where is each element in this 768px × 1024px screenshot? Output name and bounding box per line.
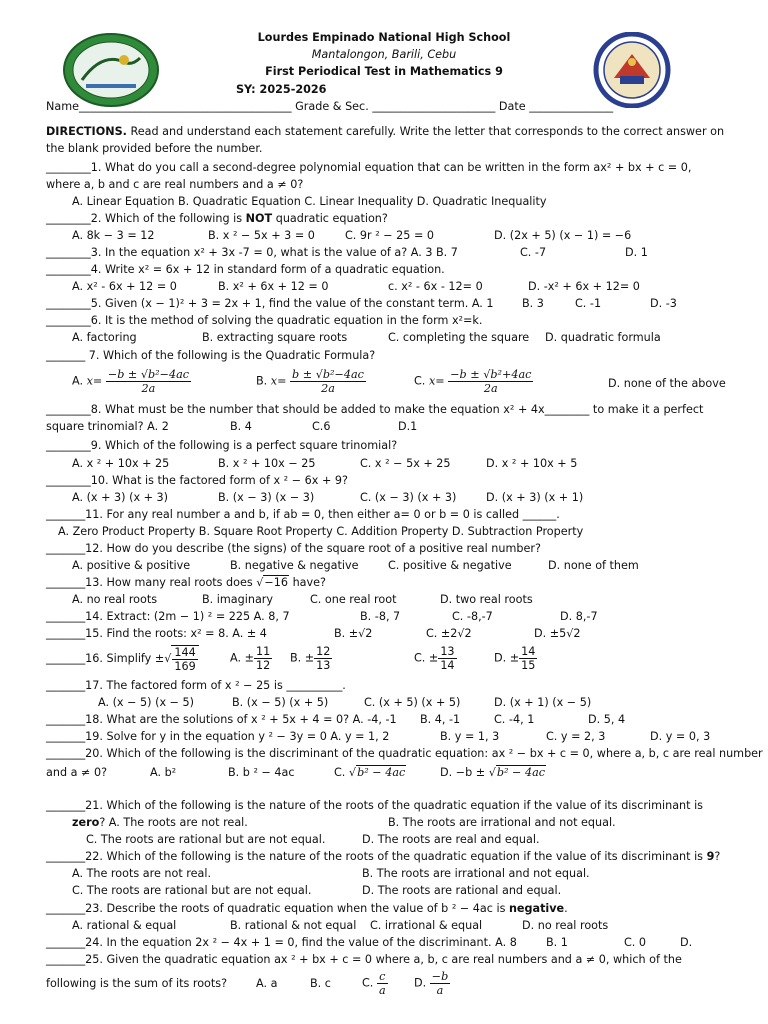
q8-option-d: D.1 (398, 420, 418, 433)
q17-option-b: B. (x − 5) (x + 5) (232, 696, 329, 709)
q20-option-b: B. b ² − 4ac (228, 766, 295, 779)
q22-option-d: D. The roots are rational and equal. (362, 884, 562, 897)
q11-options: A. Zero Product Property B. Square Root Property C. Addition Property D. Subtraction Property (58, 525, 584, 538)
q13-option-d: D. two real roots (440, 593, 533, 606)
question-20: _______20. Which of the following is the discriminant of the quadratic equation: ax ² − bx + c = 0, where a, b, c are real number (46, 747, 763, 760)
question-12: _______12. How do you describe (the signs) of the square root of a positive real number? (46, 542, 541, 555)
q16-option-d: D. ± $\frac{14}{15}$ (494, 645, 536, 672)
q25-option-b: B. c (310, 977, 331, 990)
question-18: _______18. What are the solutions of x ² + 5x + 4 = 0? A. -4, -1 (46, 713, 397, 726)
q20-option-d: D. −b ± √b² − 4ac (440, 766, 546, 779)
q7-option-b: B. x= $\frac{\text{b ± √b²−4ac}}{2a}$ (256, 368, 364, 395)
question-23: _______23. Describe the roots of quadratic equation when the value of b ² − 4ac is negative. (46, 902, 568, 915)
q12-option-d: D. none of them (548, 559, 639, 572)
q21-option-b: B. The roots are irrational and not equal. (388, 816, 616, 829)
q6-option-d: D. quadratic formula (545, 331, 661, 344)
question-19: _______19. Solve for y in the equation y ² − 3y = 0 A. y = 1, 2 (46, 730, 390, 743)
q12-option-c: C. positive & negative (388, 559, 512, 572)
school-name: Lourdes Empinado National High School (257, 31, 511, 44)
q23-option-a: A. rational & equal (72, 919, 177, 932)
q6-option-c: C. completing the square (388, 331, 530, 344)
question-21: _______21. Which of the following is the nature of the roots of the quadratic equation if the value of its discriminant is (46, 799, 704, 812)
question-3: ________3. In the equation x² + 3x -7 = 0, what is the value of a? A. 3 B. 7 (46, 246, 458, 259)
q15-option-d: D. ±5√2 (534, 627, 581, 640)
name-grade-date-line: Name______________________________________ Grade & Sec. ______________________ Date _______________ (46, 100, 614, 113)
q4-option-c: c. x² - 6x - 12= 0 (388, 280, 483, 293)
q15-option-c: C. ±2√2 (426, 627, 472, 640)
q12-option-b: B. negative & negative (230, 559, 359, 572)
question-22: _______22. Which of the following is the nature of the roots of the quadratic equation if the value of its discriminant is 9? (46, 850, 721, 863)
q8-option-a: square trinomial? A. 2 (46, 420, 169, 433)
q20-option-c: C. √b² − 4ac (334, 766, 406, 779)
question-2: ________2. Which of the following is NOT quadratic equation? (46, 212, 388, 225)
q17-option-d: D. (x + 1) (x − 5) (494, 696, 592, 709)
q8-option-c: C.6 (312, 420, 331, 433)
q15-option-b: B. ±√2 (334, 627, 373, 640)
question-1: ________1. What do you call a second-degree polynomial equation that can be written in the form ax² + bx + c = 0, (46, 161, 692, 174)
q14-option-c: C. -8,-7 (452, 610, 493, 623)
question-20-cont: and a ≠ 0? (46, 766, 108, 779)
q25-option-a: A. a (256, 977, 278, 990)
q21-option-d: D. The roots are real and equal. (362, 833, 540, 846)
q9-option-c: C. x ² − 5x + 25 (360, 457, 451, 470)
question-14: _______14. Extract: (2m − 1) ² = 225 A. 8, 7 (46, 610, 290, 623)
q13-option-c: C. one real root (310, 593, 397, 606)
q21-option-c: C. The roots are rational but are not equal. (86, 833, 326, 846)
test-title: First Periodical Test in Mathematics 9 (265, 65, 503, 78)
question-9: ________9. Which of the following is a perfect square trinomial? (46, 439, 398, 452)
q16-option-c: C. ± $\frac{13}{14}$ (414, 645, 455, 672)
q16-option-b: B. ± $\frac{12}{13}$ (290, 645, 331, 672)
question-24: _______24. In the equation 2x ² − 4x + 1 = 0, find the value of the discriminant. A. 8 (46, 936, 517, 949)
q10-option-b: B. (x − 3) (x − 3) (218, 491, 315, 504)
q20-option-a: A. b² (150, 766, 177, 779)
q23-option-b: B. rational & not equal (230, 919, 357, 932)
school-year: SY: 2025-2026 (236, 83, 327, 96)
q7-option-a: A. x= $\frac{\text{−b ± √b²−4ac}}{2a}$ (72, 368, 190, 395)
q17-option-c: C. (x + 5) (x + 5) (364, 696, 461, 709)
q22-option-a: A. The roots are not real. (72, 867, 212, 880)
q10-option-d: D. (x + 3) (x + 1) (486, 491, 584, 504)
q19-option-d: D. y = 0, 3 (650, 730, 711, 743)
q2-option-c: C. 9r ² − 25 = 0 (345, 229, 435, 242)
q16-option-a: A. ± $\frac{11}{12}$ (230, 645, 271, 672)
q25-option-d: D. $\frac{-b}{a}$ (414, 970, 449, 997)
q6-option-b: B. extracting square roots (202, 331, 348, 344)
q13-option-b: B. imaginary (202, 593, 274, 606)
q6-option-a: A. factoring (72, 331, 137, 344)
question-4: ________4. Write x² = 6x + 12 in standard form of a quadratic equation. (46, 263, 445, 276)
q2-option-a: A. 8k − 3 = 12 (72, 229, 155, 242)
question-13: _______13. How many real roots does √−16 have? (46, 576, 326, 589)
question-5: ________5. Given (x − 1)² + 3 = 2x + 1, find the value of the constant term. A. 1 (46, 297, 494, 310)
directions-line-1: DIRECTIONS. Read and understand each statement carefully. Write the letter that corresponds to the correct answer on (46, 125, 725, 138)
q8-option-b: B. 4 (230, 420, 252, 433)
q2-option-d: D. (2x + 5) (x − 1) = −6 (494, 229, 632, 242)
q19-option-c: C. y = 2, 3 (546, 730, 606, 743)
question-7: _______ 7. Which of the following is the Quadratic Formula? (46, 349, 376, 362)
question-6: ________6. It is the method of solving the quadratic equation in the form x²=k. (46, 314, 483, 327)
q7-option-d: D. none of the above (608, 377, 726, 390)
q9-option-a: A. x ² + 10x + 25 (72, 457, 170, 470)
q9-option-d: D. x ² + 10x + 5 (486, 457, 578, 470)
q5-option-c: C. -1 (575, 297, 602, 310)
question-17: _______17. The factored form of x ² − 25 is __________. (46, 679, 346, 692)
q18-option-b: B. 4, -1 (420, 713, 461, 726)
q5-option-b: B. 3 (522, 297, 544, 310)
q3-option-c: C. -7 (520, 246, 547, 259)
q23-option-d: D. no real roots (522, 919, 609, 932)
q24-option-c: C. 0 (624, 936, 647, 949)
q4-option-d: D. -x² + 6x + 12= 0 (528, 280, 640, 293)
q2-option-b: B. x ² − 5x + 3 = 0 (208, 229, 315, 242)
q25-option-c: C. $\frac{c}{a}$ (362, 970, 386, 997)
q22-option-c: C. The roots are rational but are not equal. (72, 884, 312, 897)
q17-option-a: A. (x − 5) (x − 5) (98, 696, 195, 709)
question-1-options: A. Linear Equation B. Quadratic Equation C. Linear Inequality D. Quadratic Inequality (72, 195, 547, 208)
q14-option-d: D. 8,-7 (560, 610, 598, 623)
q4-option-b: B. x² + 6x + 12 = 0 (218, 280, 329, 293)
question-1-cont: where a, b and c are real numbers and a ≠ 0? (46, 178, 304, 191)
question-8: ________8. What must be the number that should be added to make the equation x² + 4x________ to make it a perfect (46, 403, 704, 416)
q9-option-b: B. x ² + 10x − 25 (218, 457, 316, 470)
q14-option-b: B. -8, 7 (360, 610, 401, 623)
q7-option-c: C. x= $\frac{\text{−b ± √b²+4ac}}{2a}$ (414, 368, 532, 395)
q13-option-a: A. no real roots (72, 593, 158, 606)
q22-option-b: B. The roots are irrational and not equal. (362, 867, 590, 880)
q3-option-d: D. 1 (625, 246, 648, 259)
q24-option-d: D. (680, 936, 693, 949)
question-15: _______15. Find the roots: x² = 8. A. ± 4 (46, 627, 267, 640)
q5-option-d: D. -3 (650, 297, 677, 310)
question-16: _______16. Simplify ±√ $\frac{144}{169}$ (46, 645, 199, 673)
q12-option-a: A. positive & positive (72, 559, 191, 572)
q10-option-c: C. (x − 3) (x + 3) (360, 491, 457, 504)
q4-option-a: A. x² - 6x + 12 = 0 (72, 280, 177, 293)
school-address: Mantalongon, Barili, Cebu (311, 48, 457, 61)
q23-option-c: C. irrational & equal (370, 919, 483, 932)
q10-option-a: A. (x + 3) (x + 3) (72, 491, 169, 504)
q21-option-a: zero? A. The roots are not real. (72, 816, 248, 829)
question-11: _______11. For any real number a and b, if ab = 0, then either a= 0 or b = 0 is called ______. (46, 508, 560, 521)
q24-option-b: B. 1 (546, 936, 568, 949)
question-25: _______25. Given the quadratic equation ax ² + bx + c = 0 where a, b, c are real numbers and a ≠ 0, which of the (46, 953, 682, 966)
directions-line-2: the blank provided before the number. (46, 142, 263, 155)
question-25-cont: following is the sum of its roots? (46, 977, 228, 990)
q18-option-c: C. -4, 1 (494, 713, 535, 726)
question-10: ________10. What is the factored form of x ² − 6x + 9? (46, 474, 348, 487)
q18-option-d: D. 5, 4 (588, 713, 626, 726)
q19-option-b: B. y = 1, 3 (440, 730, 500, 743)
